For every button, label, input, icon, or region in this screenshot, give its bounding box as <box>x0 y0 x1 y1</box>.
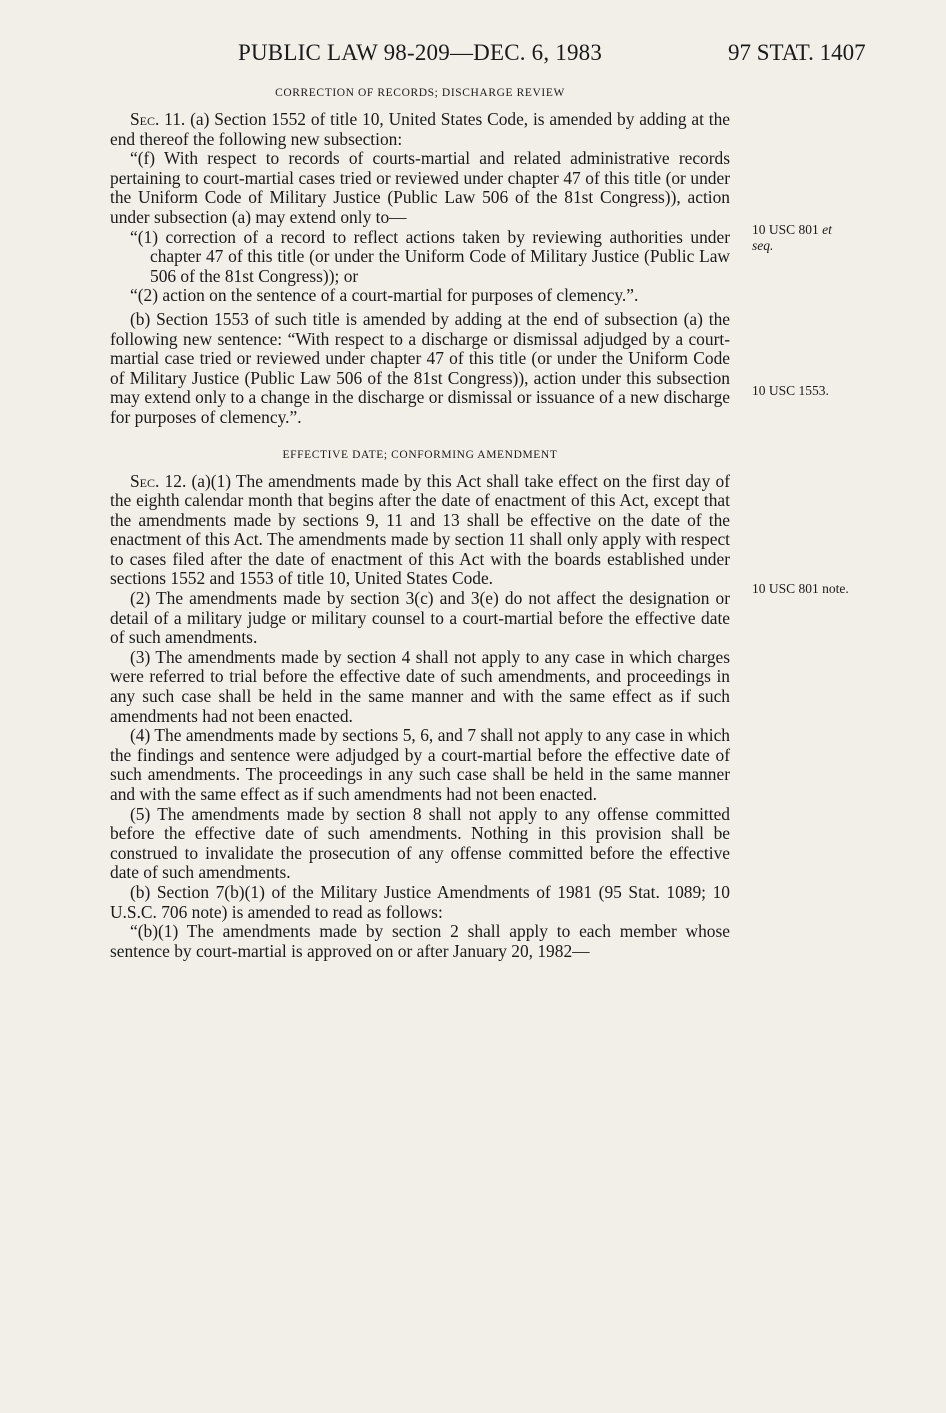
section-12-a3: (3) The amendments made by section 4 shall not apply to any case in which charges were referred to trial before the effective date of such amendments, and proceedings in any such case shall be held in the same manner and with the same effect as if such amendments had not been enacted. <box>110 646 730 726</box>
section-12-a1: Sec. 12. (a)(1) The amendments made by this Act shall take effect on the first day of the eighth calendar month that begins after the date of enactment of this Act, except that the amendments made by sections 9, 11 and 13 shall be effective on the date of the enactment of this Act. The amendments made by section 11 shall only apply with respect to cases filed after the date of enactment of this Act with the boards established under sections 1552 and 1553 of title 10, United States Code. <box>110 470 730 589</box>
section-12-a4: (4) The amendments made by sections 5, 6, and 7 shall not apply to any case in which the findings and sentence were adjudged by a court-martial before the effective date of such amendments. The proceedings in any such case shall be held in the same manner and with the same effect as if such amendments had not been enacted. <box>110 725 730 804</box>
section-11-heading: CORRECTION OF RECORDS; DISCHARGE REVIEW <box>275 87 565 99</box>
section-12-b: (b) Section 7(b)(1) of the Military Justice Amendments of 1981 (95 Stat. 1089; 10 U.S.C. 706 note) is amended to read as follows: <box>110 881 730 922</box>
page-header-title: PUBLIC LAW 98-209—DEC. 6, 1983 <box>238 40 603 65</box>
section-11-item-1: “(1) correction of a record to reflect actions taken by reviewing authorities under chapter 47 of this title (or under the Uniform Code of Military Justice (Public Law 506 of the 81st Congress)); or <box>130 226 730 286</box>
section-11-f-text: “(f) With respect to records of courts-martial and related administrative records pertaining to court-martial cases tried or reviewed under chapter 47 of this title (or under the Uniform Code of Military Justice (Public Law 506 of the 81st Congress)), action under subsection (a) may extend only to— <box>110 148 730 227</box>
section-11-b-text: (b) Section 1553 of such title is amended by adding at the end of subsection (a) the following new sentence: “With respect to a discharge or dismissal adjudged by a court-martial case tried or reviewed under chapter 47 of this title (or under the Uniform Code of Military Justice (Public Law 506 of the 81st Congress)), action under this subsection may extend only to a change in the discharge or dismissal or issuance of a new discharge for purposes of clemency.”. <box>110 308 730 427</box>
section-label: Sec. <box>130 470 160 491</box>
section-11-item-2: “(2) action on the sentence of a court-martial for purposes of clemency.”. <box>130 285 639 306</box>
section-12-b1: “(b)(1) The amendments made by section 2 shall apply to each member whose sentence by court-martial is approved on or after January 20, 1982— <box>110 921 730 961</box>
section-11-a-intro: Sec. 11. (a) Section 1552 of title 10, United States Code, is amended by adding at the end thereof the following new subsection: <box>110 109 730 149</box>
margin-note-10-usc-801-note: 10 USC 801 note. <box>752 581 849 596</box>
margin-note-10-usc-1553: 10 USC 1553. <box>752 383 829 398</box>
section-12-a2: (2) The amendments made by section 3(c) and 3(e) do not affect the designation or detail of a military judge or military counsel to a court-martial before the effective date of such amendments. <box>110 588 730 648</box>
page-number: 97 STAT. 1407 <box>728 40 866 65</box>
main-text <box>110 86 730 961</box>
section-12-a5: (5) The amendments made by section 8 shall not apply to any offense committed before the effective date of such amendments. Nothing in this provision shall be construed to invalidate the prosecution of any offense committed before the effective date of such amendments. <box>110 803 730 883</box>
margin-note-10-usc-801: 10 USC 801 et seq. <box>752 222 832 253</box>
section-12-heading: EFFECTIVE DATE; CONFORMING AMENDMENT <box>282 448 558 461</box>
section-label: Sec. <box>130 109 160 129</box>
